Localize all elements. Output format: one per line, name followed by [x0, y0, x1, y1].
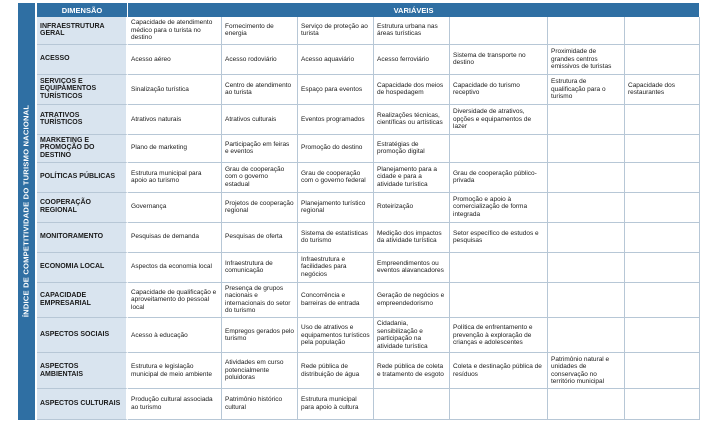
- table-row: [37, 45, 700, 75]
- variable-cell: Rede pública de distribuição de água: [298, 353, 374, 388]
- variable-cell: Empregos gerados pelo turismo: [222, 318, 298, 353]
- variable-cell: Realizações técnicas, científicas ou artísticas: [374, 105, 450, 135]
- dimension-cell: ACESSO: [37, 45, 128, 75]
- header-row: [37, 3, 700, 17]
- dimension-cell: MARKETING E PROMOÇÃO DO DESTINO: [37, 135, 128, 163]
- variable-cell: Grau de cooperação com o governo federal: [298, 163, 374, 193]
- variable-cell: Acesso à educação: [128, 318, 222, 353]
- table-row: [37, 105, 700, 135]
- dimension-header: DIMENSÃO: [37, 3, 128, 17]
- variable-cell: [625, 193, 700, 223]
- variable-cell: Eventos programados: [298, 105, 374, 135]
- table-row: [37, 193, 700, 223]
- table-row: [37, 163, 700, 193]
- table-body: [37, 17, 700, 420]
- variables-header: VARIÁVEIS: [128, 3, 700, 17]
- variable-cell: Setor específico de estudos e pesquisas: [450, 223, 548, 253]
- variable-cell: Plano de marketing: [128, 135, 222, 163]
- dimension-cell: INFRAESTRUTURA GERAL: [37, 17, 128, 45]
- variable-cell: Política de enfrentamento e prevenção à exploração de crianças e adolescentes: [450, 318, 548, 353]
- variable-cell: Promoção e apoio à comercialização de forma integrada: [450, 193, 548, 223]
- table-row: [37, 353, 700, 388]
- variable-cell: [625, 45, 700, 75]
- variable-cell: Estrutura municipal para apoio à cultura: [298, 389, 374, 420]
- variable-cell: [548, 163, 625, 193]
- dimension-cell: MONITORAMENTO: [37, 223, 128, 253]
- variable-cell: Acesso rodoviário: [222, 45, 298, 75]
- variable-cell: Estrutura urbana nas áreas turísticas: [374, 17, 450, 45]
- variable-cell: Aspectos da economia local: [128, 253, 222, 283]
- variable-cell: [625, 318, 700, 353]
- variable-cell: Grau de cooperação com o governo estadual: [222, 163, 298, 193]
- variable-cell: Geração de negócios e empreendedorismo: [374, 283, 450, 318]
- variable-cell: Atrativos naturais: [128, 105, 222, 135]
- table-row: [37, 283, 700, 318]
- table-row: [37, 135, 700, 163]
- table-row: [37, 223, 700, 253]
- variable-cell: [548, 253, 625, 283]
- variable-cell: Presença de grupos nacionais e internacionais do setor do turismo: [222, 283, 298, 318]
- variable-cell: [374, 389, 450, 420]
- variable-cell: [450, 17, 548, 45]
- variable-cell: Pesquisas de oferta: [222, 223, 298, 253]
- variable-cell: Governança: [128, 193, 222, 223]
- variable-cell: Sinalização turística: [128, 75, 222, 105]
- variable-cell: [625, 389, 700, 420]
- variable-cell: Estrutura municipal para apoio ao turismo: [128, 163, 222, 193]
- variable-cell: Participação em feiras e eventos: [222, 135, 298, 163]
- variable-cell: [548, 17, 625, 45]
- variable-cell: Infraestrutura de comunicação: [222, 253, 298, 283]
- variable-cell: Estratégias de promoção digital: [374, 135, 450, 163]
- variable-cell: [625, 17, 700, 45]
- variable-cell: Grau de cooperação público-privada: [450, 163, 548, 193]
- variable-cell: [548, 318, 625, 353]
- variable-cell: Patrimônio natural e unidades de conservação no território municipal: [548, 353, 625, 388]
- variable-cell: Acesso aquaviário: [298, 45, 374, 75]
- variable-cell: [625, 353, 700, 388]
- variable-cell: [548, 193, 625, 223]
- variable-cell: [450, 389, 548, 420]
- variable-cell: [450, 135, 548, 163]
- variable-cell: Fornecimento de energia: [222, 17, 298, 45]
- variable-cell: [625, 253, 700, 283]
- variable-cell: [625, 283, 700, 318]
- variable-cell: Espaço para eventos: [298, 75, 374, 105]
- dimension-cell: ATRATIVOS TURÍSTICOS: [37, 105, 128, 135]
- table-row: [37, 253, 700, 283]
- variable-cell: Diversidade de atrativos, opções e equipamentos de lazer: [450, 105, 548, 135]
- variable-cell: Patrimônio histórico cultural: [222, 389, 298, 420]
- dimension-cell: POLÍTICAS PÚBLICAS: [37, 163, 128, 193]
- variable-cell: Acesso aéreo: [128, 45, 222, 75]
- variable-cell: [450, 253, 548, 283]
- variable-cell: Estrutura e legislação municipal de meio ambiente: [128, 353, 222, 388]
- variable-cell: Projetos de cooperação regional: [222, 193, 298, 223]
- variable-cell: Coleta e destinação pública de resíduos: [450, 353, 548, 388]
- variable-cell: [450, 283, 548, 318]
- variable-cell: Infraestrutura e facilidades para negócios: [298, 253, 374, 283]
- variable-cell: Sistema de estatísticas do turismo: [298, 223, 374, 253]
- variable-cell: Concorrência e barreiras de entrada: [298, 283, 374, 318]
- variable-cell: Atrativos culturais: [222, 105, 298, 135]
- variable-cell: Promoção do destino: [298, 135, 374, 163]
- table-row: [37, 75, 700, 105]
- table-row: [37, 389, 700, 420]
- dimension-cell: CAPACIDADE EMPRESARIAL: [37, 283, 128, 318]
- variable-cell: Serviço de proteção ao turista: [298, 17, 374, 45]
- variable-cell: Pesquisas de demanda: [128, 223, 222, 253]
- variable-cell: [548, 105, 625, 135]
- variables-table: [37, 3, 700, 420]
- dimension-cell: ECONOMIA LOCAL: [37, 253, 128, 283]
- variable-cell: Capacidade do turismo receptivo: [450, 75, 548, 105]
- variable-cell: [548, 389, 625, 420]
- variable-cell: Uso de atrativos e equipamentos turísticos pela população: [298, 318, 374, 353]
- variable-cell: Empreendimentos ou eventos alavancadores: [374, 253, 450, 283]
- variable-cell: Medição dos impactos da atividade turística: [374, 223, 450, 253]
- competitiveness-table-figure: [18, 3, 700, 420]
- variable-cell: Cidadania, sensibilização e participação na atividade turística: [374, 318, 450, 353]
- variable-cell: [625, 163, 700, 193]
- variable-cell: [625, 135, 700, 163]
- variable-cell: [625, 223, 700, 253]
- variable-cell: Planejamento para a cidade e para a atividade turística: [374, 163, 450, 193]
- variable-cell: Capacidade dos meios de hospedagem: [374, 75, 450, 105]
- table-row: [37, 318, 700, 353]
- variable-cell: Rede pública de coleta e tratamento de esgoto: [374, 353, 450, 388]
- variable-cell: [548, 283, 625, 318]
- variable-cell: Capacidade dos restaurantes: [625, 75, 700, 105]
- variable-cell: Sistema de transporte no destino: [450, 45, 548, 75]
- dimension-cell: ASPECTOS AMBIENTAIS: [37, 353, 128, 388]
- side-label: ÍNDICE DE COMPETITIVIDADE DO TURISMO NACIONAL: [21, 104, 31, 318]
- variable-cell: Produção cultural associada ao turismo: [128, 389, 222, 420]
- variable-cell: Atividades em curso potencialmente poluidoras: [222, 353, 298, 388]
- dimension-cell: COOPERAÇÃO REGIONAL: [37, 193, 128, 223]
- variable-cell: [548, 223, 625, 253]
- variable-cell: Planejamento turístico regional: [298, 193, 374, 223]
- variable-cell: Centro de atendimento ao turista: [222, 75, 298, 105]
- variable-cell: Capacidade de atendimento médico para o turista no destino: [128, 17, 222, 45]
- variable-cell: Roteirização: [374, 193, 450, 223]
- variable-cell: Acesso ferroviário: [374, 45, 450, 75]
- variable-cell: Estrutura de qualificação para o turismo: [548, 75, 625, 105]
- dimension-cell: ASPECTOS CULTURAIS: [37, 389, 128, 420]
- table-row: [37, 17, 700, 45]
- dimension-cell: SERVIÇOS E EQUIPAMENTOS TURÍSTICOS: [37, 75, 128, 105]
- variable-cell: [548, 135, 625, 163]
- variable-cell: Proximidade de grandes centros emissivos de turistas: [548, 45, 625, 75]
- side-band: [18, 3, 35, 420]
- dimension-cell: ASPECTOS SOCIAIS: [37, 318, 128, 353]
- variable-cell: Capacidade de qualificação e aproveitamento do pessoal local: [128, 283, 222, 318]
- variable-cell: [625, 105, 700, 135]
